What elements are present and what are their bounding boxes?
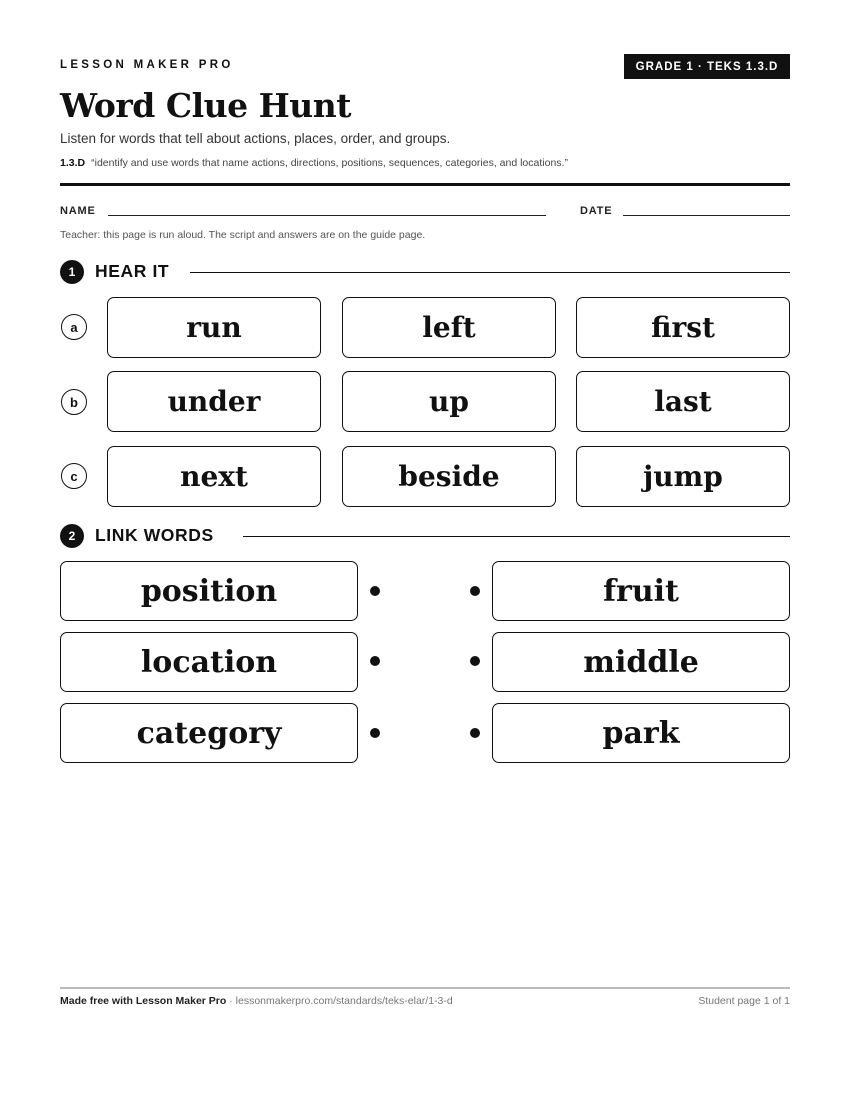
name-label: NAME bbox=[60, 205, 96, 217]
hear-word-card[interactable]: beside bbox=[342, 446, 556, 507]
link-dot-right[interactable] bbox=[470, 656, 480, 666]
footer-divider bbox=[60, 987, 790, 989]
hear-word-card[interactable]: up bbox=[342, 371, 556, 432]
row-letter-b: b bbox=[61, 389, 87, 415]
hear-word-card[interactable]: jump bbox=[576, 446, 790, 507]
section-1-number: 1 bbox=[60, 260, 84, 284]
standard-text: “identify and use words that name actions, directions, positions, sequences, categories, and locations.” bbox=[91, 157, 568, 169]
link-word-left[interactable]: position bbox=[60, 561, 358, 621]
hear-word-card[interactable]: run bbox=[107, 297, 321, 358]
link-word-right[interactable]: middle bbox=[492, 632, 790, 692]
header-divider bbox=[60, 183, 790, 186]
hear-word-card[interactable]: left bbox=[342, 297, 556, 358]
footer-url[interactable]: · lessonmakerpro.com/standards/teks-elar/1-3-d bbox=[226, 995, 453, 1007]
teacher-note: Teacher: this page is run aloud. The script and answers are on the guide page. bbox=[60, 229, 426, 241]
link-dot-right[interactable] bbox=[470, 586, 480, 596]
link-dot-left[interactable] bbox=[370, 656, 380, 666]
link-dot-left[interactable] bbox=[370, 728, 380, 738]
row-letter-a: a bbox=[61, 314, 87, 340]
hear-word-card[interactable]: last bbox=[576, 371, 790, 432]
footer-credit bbox=[60, 995, 453, 1007]
link-word-left[interactable]: category bbox=[60, 703, 358, 763]
grade-badge: GRADE 1 · TEKS 1.3.D bbox=[624, 54, 790, 79]
hear-word-card[interactable]: under bbox=[107, 371, 321, 432]
footer-page-label: Student page 1 of 1 bbox=[698, 995, 790, 1007]
standard-code: 1.3.D bbox=[60, 157, 86, 169]
name-field[interactable] bbox=[108, 215, 546, 216]
link-dot-left[interactable] bbox=[370, 586, 380, 596]
link-dot-right[interactable] bbox=[470, 728, 480, 738]
brand-name: LESSON MAKER PRO bbox=[60, 59, 234, 71]
hear-word-card[interactable]: first bbox=[576, 297, 790, 358]
section-1-title: HEAR IT bbox=[95, 261, 170, 281]
date-label: DATE bbox=[580, 205, 613, 217]
date-field[interactable] bbox=[623, 215, 790, 216]
page-title: Word Clue Hunt bbox=[60, 86, 352, 125]
standard-line bbox=[60, 157, 568, 169]
section-2-number: 2 bbox=[60, 524, 84, 548]
section-2-rule bbox=[243, 536, 790, 537]
page-subtitle: Listen for words that tell about actions, places, order, and groups. bbox=[60, 131, 451, 146]
hear-word-card[interactable]: next bbox=[107, 446, 321, 507]
link-word-right[interactable]: park bbox=[492, 703, 790, 763]
section-2-title: LINK WORDS bbox=[95, 525, 214, 545]
link-word-left[interactable]: location bbox=[60, 632, 358, 692]
section-1-rule bbox=[190, 272, 790, 273]
row-letter-c: c bbox=[61, 463, 87, 489]
footer-made-with: Made free with Lesson Maker Pro bbox=[60, 995, 227, 1007]
link-word-right[interactable]: fruit bbox=[492, 561, 790, 621]
